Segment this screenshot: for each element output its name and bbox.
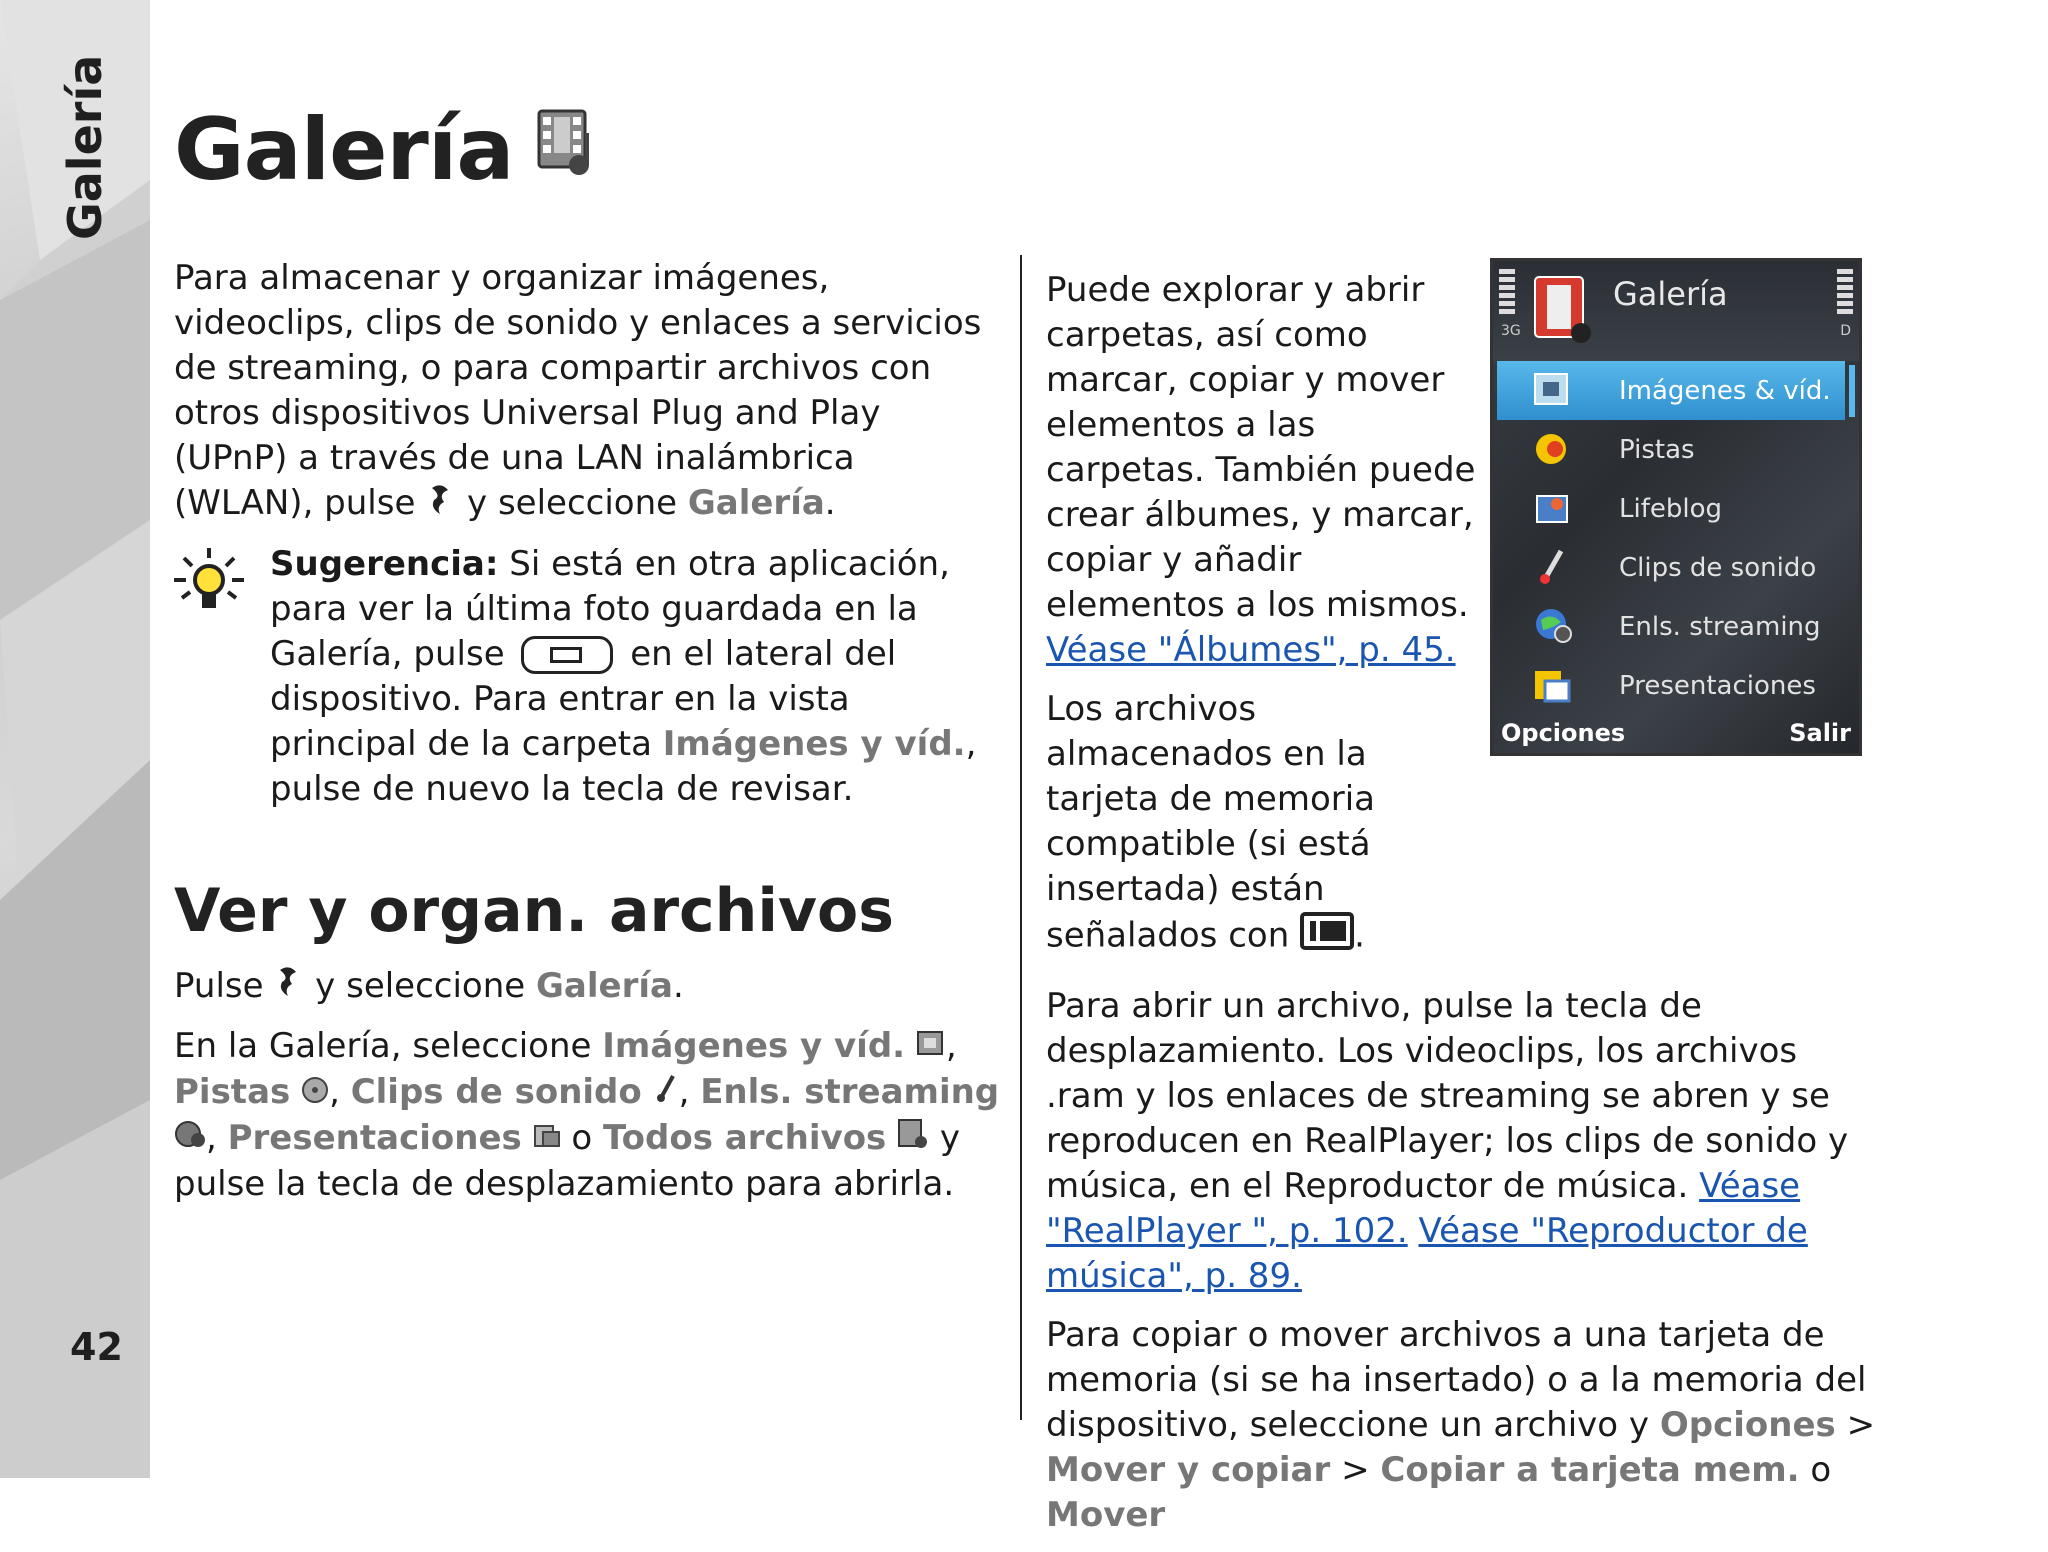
column-divider [1020,255,1022,1420]
memory-card-text: Los archivos almacenados en la tarjeta de memoria compatible (si está insertada) están señalados con [1046,689,1376,956]
options-menu-label: Opciones [1659,1405,1836,1445]
menu-separator: > [1341,1450,1370,1490]
page-number: 42 [70,1325,123,1369]
memory-card-paragraph [1046,687,1476,962]
section-title: Ver y organ. archivos [174,875,894,946]
folders-text: En la Galería, seleccione [174,1026,592,1066]
open-gallery-paragraph [174,964,1004,1011]
menu-key-icon [274,964,304,1010]
images-video-icon [916,1025,946,1070]
right-column [1046,268,1876,1552]
tracks-icon [301,1071,329,1116]
gallery-menu-label: Galería [536,965,673,1006]
capture-key-icon [521,636,613,674]
browse-paragraph [1046,268,1476,673]
tip-text-start: Si está en otra aplicación, para ver la última foto guardada en la Galería, pulse [270,543,950,674]
tip-text [270,542,1004,812]
menu-item-label: Enls. streaming [1619,611,1821,642]
left-column [174,256,1004,1221]
folders-or: o [571,1118,593,1158]
phone-app-title: Galería [1613,275,1728,313]
battery-indicator: D [1840,323,1851,339]
tracks-folder-label: Pistas [174,1072,291,1112]
menu-item-label: Presentaciones [1619,670,1816,701]
presentations-folder-label: Presentaciones [227,1118,522,1158]
tip-text-end: , pulse de nuevo la tecla de revisar. [270,723,977,809]
tip-text-mid: en el lateral del dispositivo. Para entrar en la vista principal de la carpeta [270,633,897,764]
copy-to-card-menu-label: Copiar a tarjeta mem. [1380,1450,1800,1490]
page-title-text: Galería [174,100,514,200]
open-gallery-text-mid: y seleccione [315,965,526,1006]
chapter-title: Galería [58,54,112,240]
streaming-icon [174,1117,206,1162]
tip-label: Sugerencia: [270,543,499,584]
copy-move-or: o [1810,1450,1832,1490]
softkey-exit[interactable]: Salir [1789,719,1851,747]
memory-card-icon [1300,912,1354,962]
menu-item-label: Pistas [1619,434,1695,465]
intro-text: Para almacenar y organizar imágenes, videoclips, clips de sonido y enlaces a servicios de streaming, o para compartir archivos con otros dispositivos Universal Plug and Play (UPnP) a través de una LAN inalámbrica (WLAN), pulse [174,258,982,523]
menu-separator: > [1846,1405,1876,1445]
gallery-icon [535,100,597,200]
open-file-text: Para abrir un archivo, pulse la tecla de desplazamiento. Los videoclips, los archivos .ram y los enlaces de streaming se abren y se reproducen en RealPlayer; los clips de sonido y música, en el Reproductor de música. [1046,986,1849,1206]
folders-text-end: y pulse la tecla de desplazamiento para abrirla. [174,1118,961,1204]
intro-paragraph [174,256,1004,528]
copy-move-paragraph [1046,1313,1876,1538]
images-folder-label: Imágenes y víd. [602,1026,906,1066]
menu-item-label: Imágenes & víd. [1619,375,1831,406]
chapter-sidebar [0,0,150,1478]
tip-folder-label: Imágenes y víd. [662,723,966,764]
music-player-link[interactable]: Véase "Reproductor de música", p. 89. [1046,1211,1808,1296]
all-files-folder-label: Todos archivos [603,1118,887,1158]
tip-block [174,542,1004,812]
all-files-icon [897,1117,929,1162]
menu-item-label: Lifeblog [1619,493,1722,524]
network-indicator: 3G [1501,323,1521,339]
intro-text-mid: y seleccione [467,483,678,523]
move-menu-label: Mover [1046,1495,1166,1535]
intro-period: . [824,483,836,523]
open-gallery-period: . [672,965,684,1006]
gallery-menu-label: Galería [687,483,825,523]
streaming-folder-label: Enls. streaming [700,1072,1000,1112]
sound-clips-icon [653,1071,679,1116]
softkey-options[interactable]: Opciones [1501,719,1626,747]
sound-clips-folder-label: Clips de sonido [350,1072,642,1112]
presentations-icon [533,1117,561,1162]
albums-link[interactable]: Véase "Álbumes", p. 45. [1046,630,1456,670]
browse-text: Puede explorar y abrir carpetas, así como marcar, copiar y mover elementos a las carpetas. También puede crear álbumes, y marcar, copiar y añadir elementos a los mismos. [1046,270,1476,625]
realplayer-link[interactable]: Véase "RealPlayer ", p. 102. [1046,1166,1801,1251]
open-gallery-text: Pulse [174,965,264,1006]
move-copy-menu-label: Mover y copiar [1046,1450,1331,1490]
menu-item-label: Clips de sonido [1619,552,1817,583]
lightbulb-icon [174,542,244,812]
open-file-paragraph [1046,984,1876,1299]
copy-move-text: Para copiar o mover archivos a una tarjeta de memoria (si se ha insertado) o a la memoria del dispositivo, seleccione un archivo y [1046,1315,1867,1445]
memory-card-period: . [1354,915,1365,956]
menu-key-icon [426,482,456,528]
page-title [174,100,597,200]
folders-paragraph: En la Galería, seleccione Imágenes y víd. , Pistas , Clips de sonido , Enls. streaming , Presentaciones o Todos archivos y pulse la tecla de desplazamiento para abrirla. [174,1026,1000,1204]
